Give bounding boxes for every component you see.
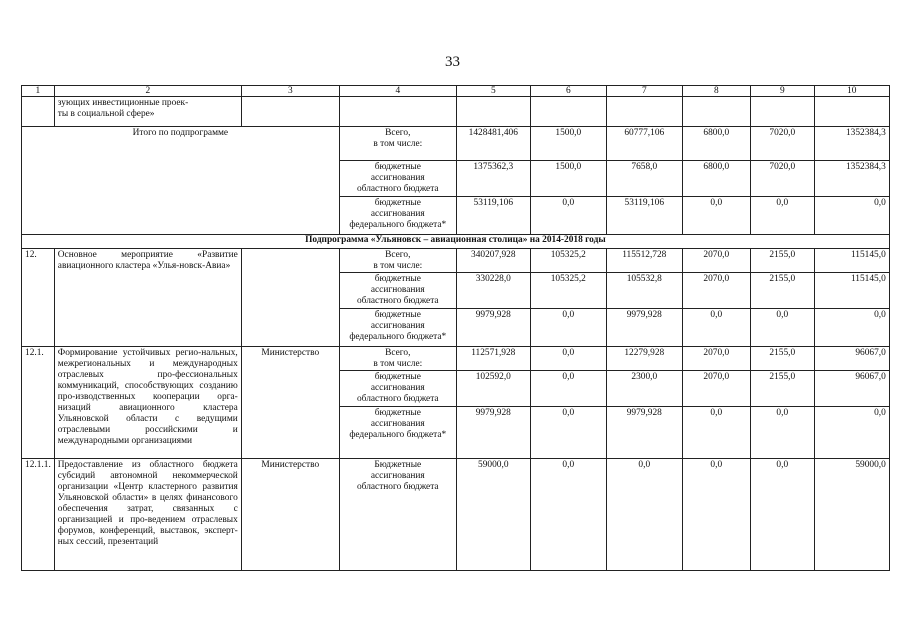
amount-cell: 105325,2 [530,273,606,309]
amount-cell: 2155,0 [750,249,814,273]
amount-cell: 2155,0 [750,273,814,309]
header-cell: 6 [530,86,606,97]
item-number: 12. [22,249,55,347]
item-number: 12.1.1. [22,459,55,571]
empty-cell [750,97,814,127]
itogo-label: Итого по подпрограмме [22,127,340,235]
funding-source-label: Бюджетные ассигнования областного бюджета [339,459,456,571]
amount-cell: 12279,928 [606,347,682,371]
amount-cell: 6800,0 [682,127,750,161]
empty-cell [339,97,456,127]
funding-source-label: бюджетные ассигнования федерального бюджета* [339,197,456,235]
amount-cell: 1428481,406 [456,127,530,161]
amount-cell: 1500,0 [530,127,606,161]
amount-cell: 0,0 [530,347,606,371]
empty-cell [530,97,606,127]
amount-cell: 0,0 [606,459,682,571]
section-row [22,235,890,249]
section-title: Подпрограмма «Ульяновск – авиационная столица» на 2014-2018 годы [22,235,890,249]
funding-source-label: Всего, в том числе: [339,127,456,161]
header-cell: 8 [682,86,750,97]
funding-source-label: бюджетные ассигнования областного бюджета [339,273,456,309]
item-executor [241,249,339,347]
amount-cell: 59000,0 [456,459,530,571]
amount-cell: 0,0 [530,309,606,347]
amount-cell: 0,0 [682,309,750,347]
amount-cell: 53119,106 [456,197,530,235]
amount-cell: 2155,0 [750,347,814,371]
header-cell: 5 [456,86,530,97]
amount-cell: 0,0 [750,407,814,459]
amount-cell: 1352384,3 [814,127,889,161]
amount-cell: 9979,928 [456,309,530,347]
amount-cell: 0,0 [530,459,606,571]
amount-cell: 330228,0 [456,273,530,309]
amount-cell: 96067,0 [814,347,889,371]
continuation-row [22,97,890,127]
funding-source-label: бюджетные ассигнования федерального бюджета* [339,309,456,347]
item-row [22,459,890,571]
amount-cell: 59000,0 [814,459,889,571]
amount-cell: 115145,0 [814,273,889,309]
amount-cell: 53119,106 [606,197,682,235]
amount-cell: 1500,0 [530,161,606,197]
amount-cell: 102592,0 [456,371,530,407]
amount-cell: 0,0 [750,459,814,571]
amount-cell: 115512,728 [606,249,682,273]
amount-cell: 0,0 [814,407,889,459]
amount-cell: 105532,8 [606,273,682,309]
header-cell: 9 [750,86,814,97]
amount-cell: 340207,928 [456,249,530,273]
item-name: Предоставление из областного бюджета субсидий автономной некоммерческой организации «Центр кластерного развития Ульяновской области» в целях финансового обеспечения затрат, связанных с организацией и про-ведением отраслевых форумов, конференций, выставок, эксперт-ных сессий, презентаций [54,459,241,571]
item-name: Основное мероприятие «Развитие авиационного кластера «Улья-новск-Авиа» [54,249,241,347]
item-executor: Министерство [241,459,339,571]
empty-cell [241,97,339,127]
amount-cell: 60777,106 [606,127,682,161]
empty-cell [22,97,55,127]
header-cell: 3 [241,86,339,97]
amount-cell: 105325,2 [530,249,606,273]
header-cell: 7 [606,86,682,97]
funding-source-label: Всего, в том числе: [339,249,456,273]
amount-cell: 0,0 [682,407,750,459]
amount-cell: 6800,0 [682,161,750,197]
amount-cell: 0,0 [750,309,814,347]
item-row [22,249,890,273]
header-row [22,86,890,97]
empty-cell [814,97,889,127]
empty-cell [606,97,682,127]
amount-cell: 2070,0 [682,371,750,407]
amount-cell: 9979,928 [456,407,530,459]
header-cell: 1 [22,86,55,97]
amount-cell: 0,0 [814,309,889,347]
amount-cell: 2070,0 [682,273,750,309]
funding-source-label: бюджетные ассигнования областного бюджета [339,371,456,407]
header-cell: 2 [54,86,241,97]
amount-cell: 115145,0 [814,249,889,273]
funding-source-label: бюджетные ассигнования федерального бюджета* [339,407,456,459]
item-executor: Министерство [241,347,339,459]
funding-source-label: Всего, в том числе: [339,347,456,371]
amount-cell: 0,0 [682,197,750,235]
amount-cell: 0,0 [530,371,606,407]
funding-source-label: бюджетные ассигнования областного бюджета [339,161,456,197]
amount-cell: 7020,0 [750,127,814,161]
item-number: 12.1. [22,347,55,459]
amount-cell: 0,0 [530,407,606,459]
amount-cell: 2155,0 [750,371,814,407]
empty-cell [456,97,530,127]
item-name: Формирование устойчивых регио-нальных, межрегиональных и международных отраслевых про-фессиональных коммуникаций, способствующих созданию про-изводственных кооперации орга-низаций авиационного кластера Ульяновской области с ведущими отраслевыми российскими и международными организациями [54,347,241,459]
amount-cell: 0,0 [814,197,889,235]
amount-cell: 2070,0 [682,249,750,273]
empty-cell [682,97,750,127]
amount-cell: 0,0 [750,197,814,235]
itogo-row [22,127,890,161]
amount-cell: 112571,928 [456,347,530,371]
amount-cell: 7658,0 [606,161,682,197]
amount-cell: 1352384,3 [814,161,889,197]
amount-cell: 7020,0 [750,161,814,197]
amount-cell: 2070,0 [682,347,750,371]
continuation-text: зующих инвестиционные проек- ты в социальной сфере» [54,97,241,127]
amount-cell: 0,0 [682,459,750,571]
amount-cell: 9979,928 [606,309,682,347]
item-row [22,347,890,371]
amount-cell: 1375362,3 [456,161,530,197]
amount-cell: 0,0 [530,197,606,235]
amount-cell: 9979,928 [606,407,682,459]
budget-table [21,85,890,571]
header-cell: 4 [339,86,456,97]
amount-cell: 2300,0 [606,371,682,407]
amount-cell: 96067,0 [814,371,889,407]
header-cell: 10 [814,86,889,97]
page-number: 33 [445,54,460,70]
table-body [22,86,890,571]
